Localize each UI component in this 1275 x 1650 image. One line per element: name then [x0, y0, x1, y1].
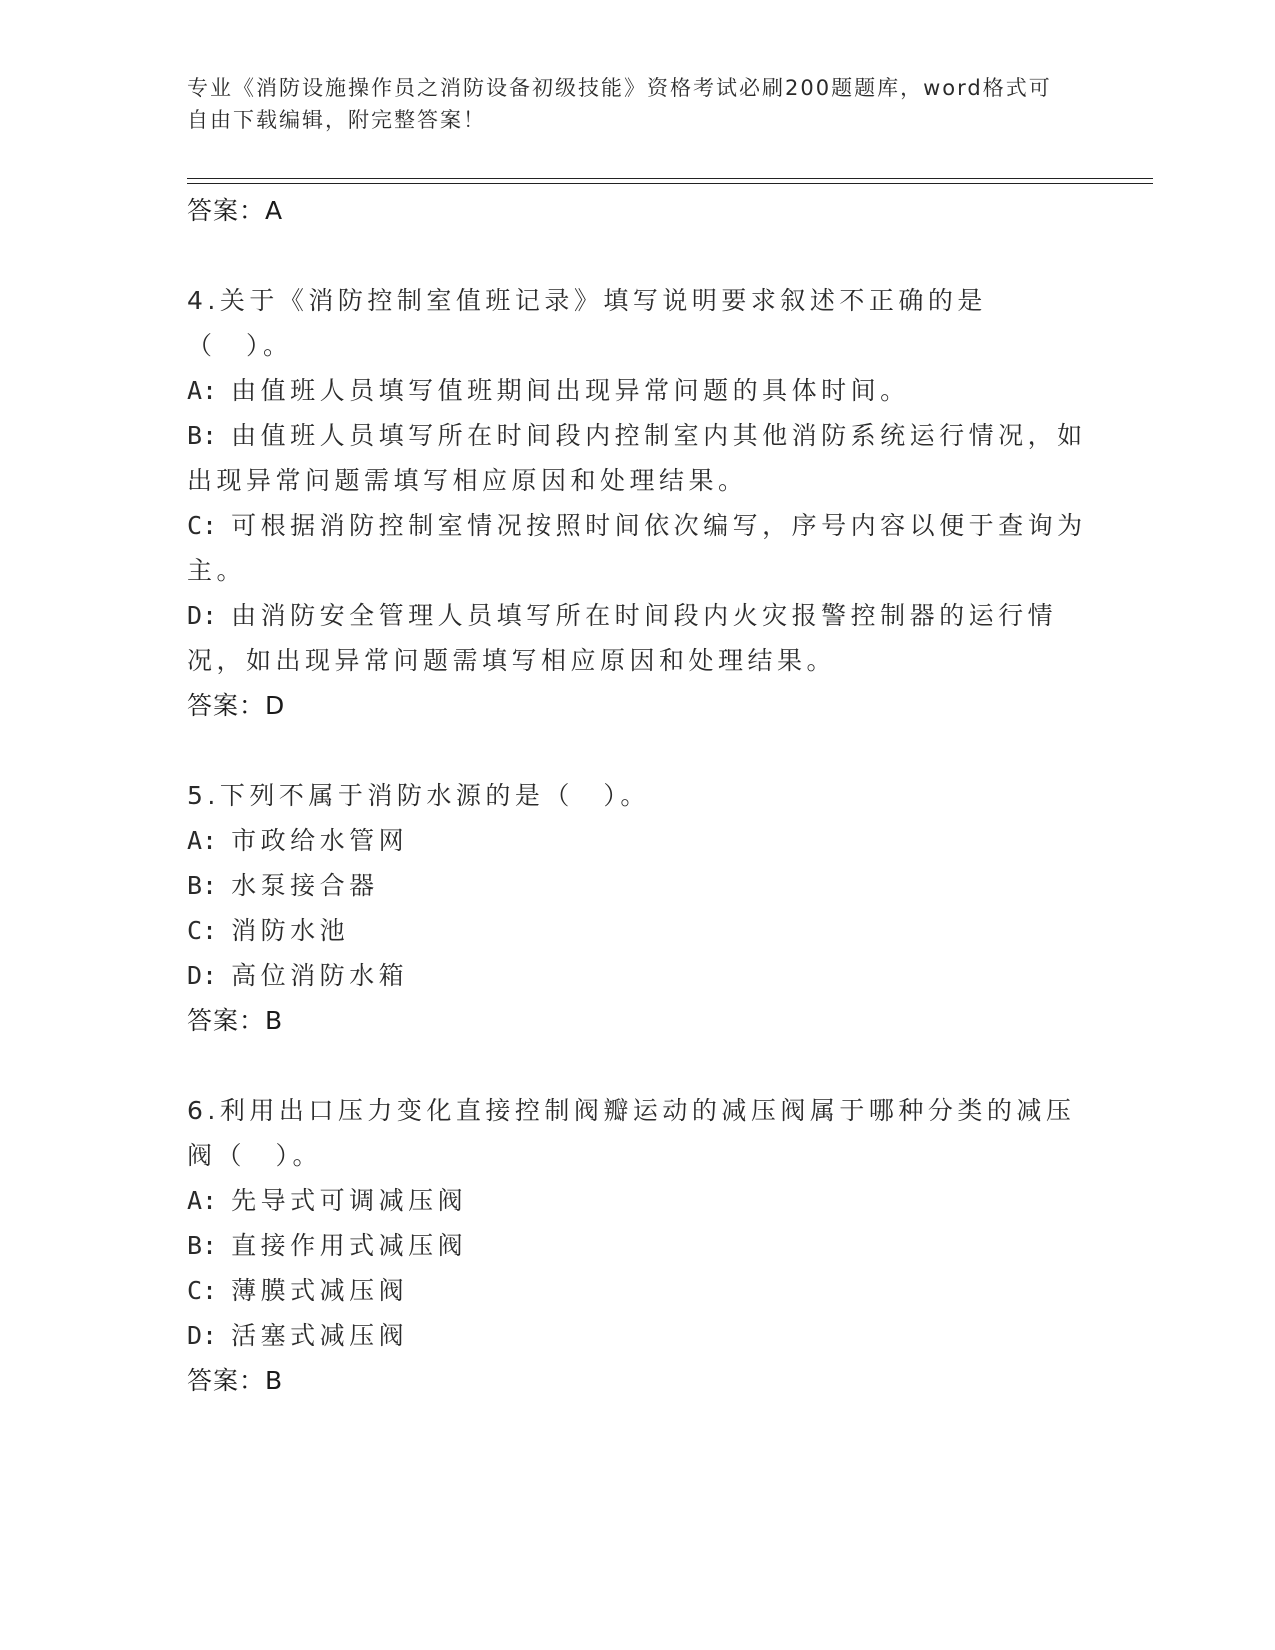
- option-text: 由消防安全管理人员填写所在时间段内火灾报警控制器的运行情况，如出现异常问题需填写相应原因和处理结果。: [187, 601, 1058, 675]
- question-4-option-d: [187, 593, 1087, 683]
- answer-3: 答案：A: [187, 196, 284, 225]
- question-6-text: 6.利用出口压力变化直接控制阀瓣运动的减压阀属于哪种分类的减压阀（ ）。: [187, 1096, 1076, 1170]
- option-text: 水泵接合器: [231, 871, 379, 900]
- question-4-option-c: [187, 503, 1087, 593]
- option-text: 消防水池: [231, 916, 350, 945]
- option-text: 由值班人员填写值班期间出现异常问题的具体时间。: [231, 376, 910, 405]
- question-6-option-a: [187, 1178, 1087, 1223]
- option-text: 高位消防水箱: [231, 961, 409, 990]
- option-key: B:: [187, 871, 218, 900]
- question-4-text: 4.关于《消防控制室值班记录》填写说明要求叙述不正确的是（ ）。: [187, 286, 987, 360]
- option-text: 市政给水管网: [231, 826, 409, 855]
- question-6-option-b: [187, 1223, 1087, 1268]
- spacer: [187, 1044, 1087, 1088]
- question-4-option-b: [187, 413, 1087, 503]
- option-text: 直接作用式减压阀: [231, 1231, 468, 1260]
- question-4-answer: 答案：D: [187, 691, 286, 720]
- question-4: [187, 278, 1087, 729]
- option-key: C:: [187, 916, 218, 945]
- option-text: 可根据消防控制室情况按照时间依次编写，序号内容以便于查询为主。: [187, 511, 1087, 585]
- question-5-option-b: [187, 863, 1087, 908]
- question-6-answer: 答案：B: [187, 1366, 284, 1395]
- option-text: 活塞式减压阀: [231, 1321, 409, 1350]
- option-text: 由值班人员填写所在时间段内控制室内其他消防系统运行情况，如出现异常问题需填写相应原因和处理结果。: [187, 421, 1087, 495]
- option-key: D:: [187, 961, 218, 990]
- option-key: D:: [187, 601, 218, 630]
- question-5-option-a: [187, 818, 1087, 863]
- question-6: [187, 1088, 1087, 1404]
- option-key: B:: [187, 421, 218, 450]
- option-key: C:: [187, 511, 218, 540]
- option-key: C:: [187, 1276, 218, 1305]
- header-rule-bottom: [187, 183, 1153, 184]
- spacer: [187, 729, 1087, 773]
- document-body: [187, 188, 1087, 1404]
- spacer: [187, 234, 1087, 278]
- page-header: 专业《消防设施操作员之消防设备初级技能》资格考试必刷200题题库，word格式可自由下载编辑，附完整答案！: [187, 76, 1052, 132]
- option-key: A:: [187, 826, 218, 855]
- question-4-option-a: [187, 368, 1087, 413]
- question-5-option-d: [187, 953, 1087, 998]
- option-text: 薄膜式减压阀: [231, 1276, 409, 1305]
- header-rule-top: [187, 178, 1153, 179]
- question-6-option-c: [187, 1268, 1087, 1313]
- question-6-option-d: [187, 1313, 1087, 1358]
- question-5-option-c: [187, 908, 1087, 953]
- option-key: A:: [187, 376, 218, 405]
- option-key: A:: [187, 1186, 218, 1215]
- question-5: [187, 773, 1087, 1044]
- option-text: 先导式可调减压阀: [231, 1186, 468, 1215]
- option-key: B:: [187, 1231, 218, 1260]
- question-5-answer: 答案：B: [187, 1006, 284, 1035]
- question-5-text: 5.下列不属于消防水源的是（ ）。: [187, 781, 650, 810]
- option-key: D:: [187, 1321, 218, 1350]
